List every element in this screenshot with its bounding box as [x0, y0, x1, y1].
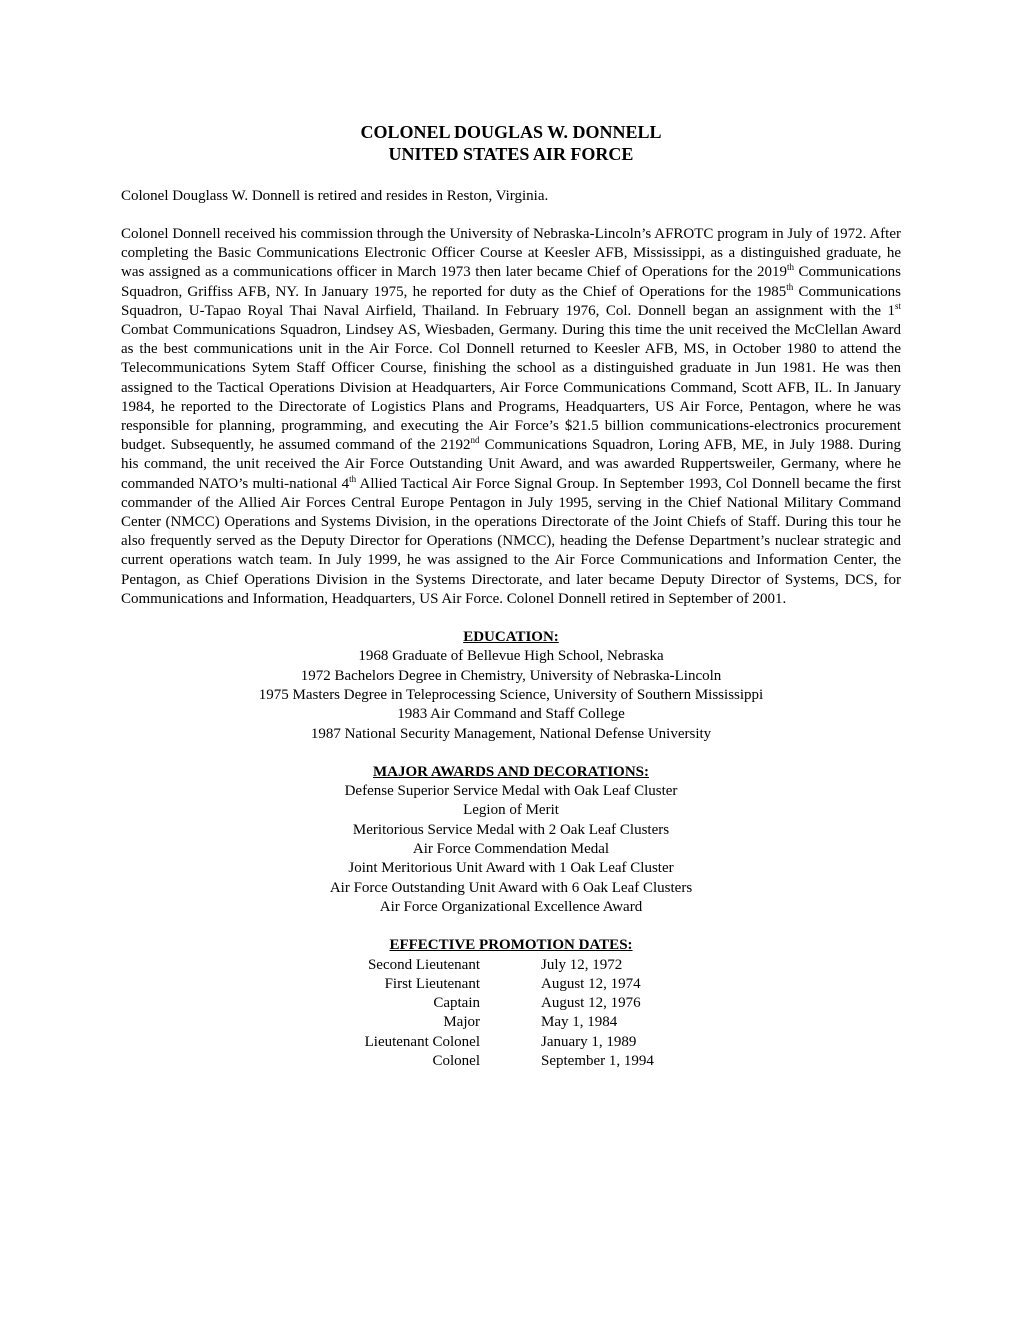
- promotion-row: [121, 994, 901, 1013]
- promotion-rank: Lieutenant Colonel: [364, 1033, 480, 1050]
- award-item: Legion of Merit: [463, 802, 559, 819]
- promotion-row: [121, 975, 901, 994]
- bio-text: Combat Communications Squadron, Lindsey AS, Wiesbaden, Germany. During this time the unit received the McClellan Award as the best communications unit in the Air Force. Col Donnell returned to Keesler AFB, MS, in October 1980 to attend the Telecommunications Sytem Staff Officer Course, finishing the school as a distinguished graduate in Jun 1981. He was then assigned to the Tactical Operations Division at Headquarters, Air Force Communications Command, Scott AFB, IL. In January 1984, he reported to the Directorate of Logistics Plans and Programs, Headquarters, US Air Force, Pentagon, where he was responsible for planning, programming, and executing the Air Force’s $21.5 billion communications-electronics procurement budget. Subsequently, he assumed command of the 2192: [121, 322, 901, 454]
- intro-paragraph: Colonel Douglass W. Donnell is retired and resides in Reston, Virginia.: [121, 188, 549, 204]
- education-item: 1983 Air Command and Staff College: [397, 706, 625, 723]
- biography-paragraph: [121, 225, 901, 609]
- promotion-row: [121, 1033, 901, 1052]
- document-page: [121, 0, 901, 1071]
- promotion-rank: Captain: [433, 995, 480, 1012]
- bio-superscript: st: [894, 300, 901, 311]
- service-branch-title: UNITED STATES AIR FORCE: [388, 144, 634, 164]
- promotion-row: [121, 1013, 901, 1032]
- education-item: 1987 National Security Management, National Defense University: [310, 725, 712, 742]
- bio-text: Communications Squadron, U-Tapao Royal Thai Naval Airfield, Thailand. In February 1976, Col. Donnell began an assignment with the 1: [121, 283, 901, 319]
- promotions-heading: EFFECTIVE PROMOTION DATES:: [389, 937, 633, 954]
- promotion-rank: Second Lieutenant: [367, 956, 480, 973]
- promotion-rank: First Lieutenant: [384, 975, 480, 992]
- bio-text: Communications Squadron, Griffiss AFB, NY. In January 1975, he reported for duty as the Chief of Operations for the 1985: [121, 264, 901, 300]
- education-heading: EDUCATION:: [463, 629, 559, 646]
- award-item: Meritorious Service Medal with 2 Oak Leaf Clusters: [352, 821, 670, 838]
- promotions-section: [121, 936, 901, 1071]
- promotion-date: September 1, 1994: [541, 1053, 654, 1069]
- award-item: Air Force Outstanding Unit Award with 6 Oak Leaf Clusters: [329, 879, 693, 896]
- promotion-row: [121, 956, 901, 975]
- bio-superscript: th: [786, 281, 794, 292]
- promotion-date: August 12, 1976: [541, 995, 641, 1012]
- education-item: 1972 Bachelors Degree in Chemistry, University of Nebraska-Lincoln: [300, 667, 722, 684]
- bio-superscript: th: [349, 473, 357, 484]
- bio-text: Allied Tactical Air Force Signal Group. In September 1993, Col Donnell became the first commander of the Allied Air Forces Central Europe Pentagon in July 1995, serving in the Chief National Military Command Center (NMCC) Operations and Systems Division, in the operations Directorate of the Joint Chiefs of Staff. During this tour he also frequently served as the Deputy Director for Operations (NMCC), heading the Defense Department’s nuclear strategic and current operations watch team. In July 1999, he was assigned to the Air Force Communications and Information Center, the Pentagon, as Chief Operations Division in the Systems Directorate, and later became Deputy Director of Systems, DCS, for Communications and Information, Headquarters, US Air Force. Colonel Donnell retired in September of 2001.: [121, 475, 901, 607]
- bio-text: Communications Squadron, Loring AFB, ME, in July 1988. During his command, the unit received the Air Force Outstanding Unit Award, and was awarded Ruppertsweiler, Germany, where he commanded NATO’s multi-national 4: [121, 437, 902, 492]
- promotion-row: [121, 1052, 901, 1071]
- award-item: Air Force Organizational Excellence Award: [379, 898, 643, 915]
- promotion-date: July 12, 1972: [541, 956, 623, 973]
- promotion-rank: Major: [443, 1014, 480, 1031]
- promotion-rank: Colonel: [432, 1053, 480, 1069]
- promotion-date: January 1, 1989: [541, 1033, 637, 1050]
- promotion-date: May 1, 1984: [541, 1014, 618, 1031]
- bio-text: Colonel Donnell received his commission through the University of Nebraska-Lincoln’s AFROTC program in July of 1972. After completing the Basic Communications Electronic Officer Course at Keesler AFB, Mississippi, as a distinguished graduate, he was assigned as a communications officer in March 1973 then later became Chief of Operations for the 2019: [121, 226, 901, 281]
- award-item: Air Force Commendation Medal: [412, 841, 610, 858]
- officer-name-title: COLONEL DOUGLAS W. DONNELL: [360, 122, 662, 142]
- promotion-date: August 12, 1974: [541, 975, 641, 992]
- bio-superscript: th: [786, 262, 794, 273]
- education-section: [121, 628, 901, 744]
- awards-section: [121, 763, 901, 917]
- bio-superscript: nd: [470, 435, 480, 446]
- award-item: Joint Meritorious Unit Award with 1 Oak Leaf Cluster: [348, 860, 674, 877]
- education-item: 1968 Graduate of Bellevue High School, Nebraska: [358, 648, 664, 665]
- award-item: Defense Superior Service Medal with Oak Leaf Cluster: [344, 783, 678, 800]
- education-item: 1975 Masters Degree in Teleprocessing Science, University of Southern Mississippi: [258, 686, 764, 703]
- awards-heading: MAJOR AWARDS AND DECORATIONS:: [373, 763, 649, 780]
